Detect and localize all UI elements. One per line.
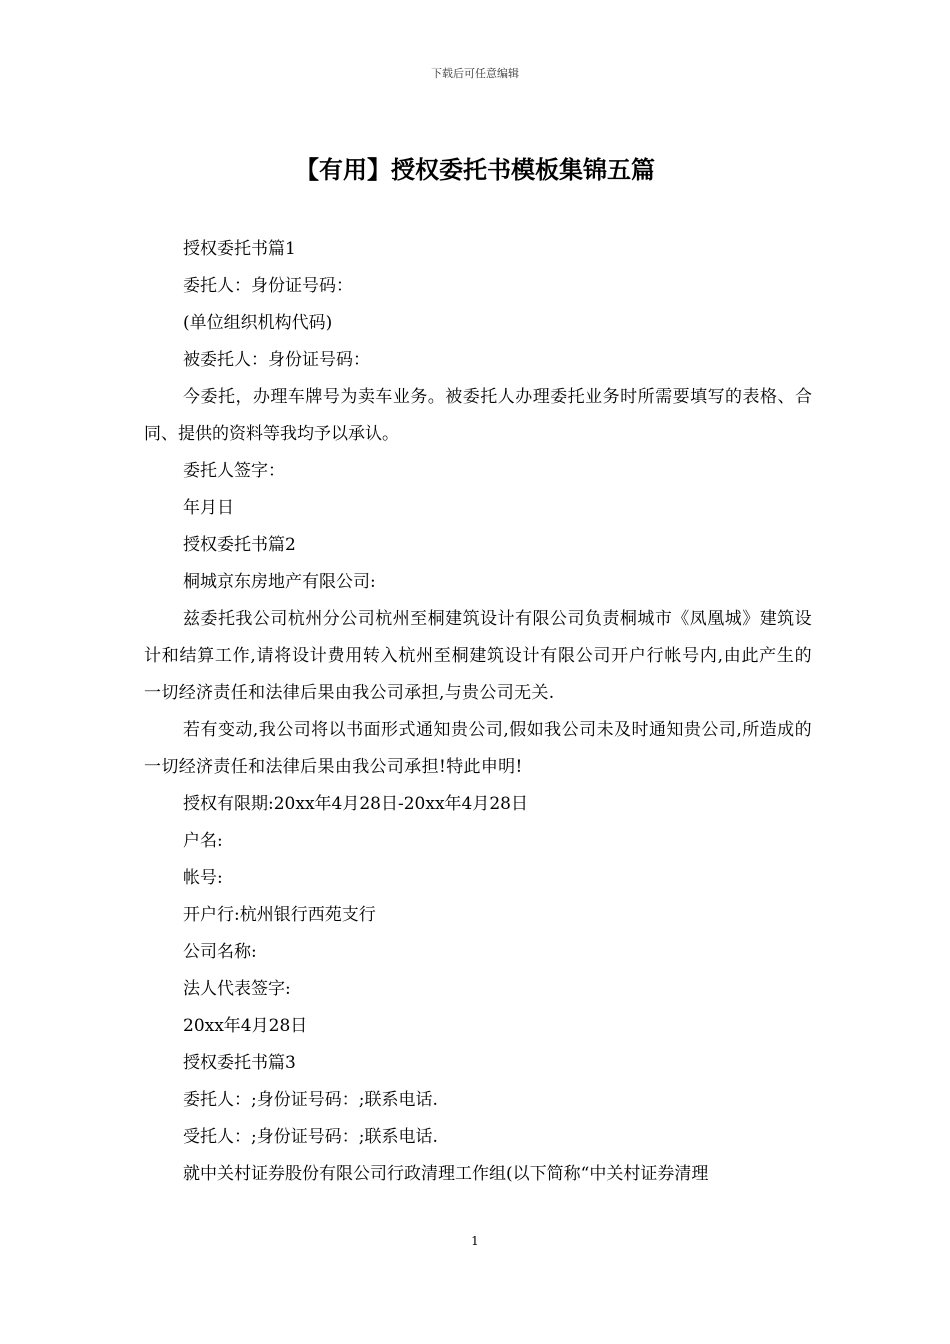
document-body <box>144 231 812 1193</box>
document-title: 【有用】授权委托书模板集锦五篇 <box>295 155 655 184</box>
principal-contact-line: 委托人：;身份证号码：;联系电话. <box>183 1090 438 1110</box>
validity-period-line: 授权有限期:20xx年4月28日-20xx年4月28日 <box>183 794 528 814</box>
section-heading-3: 授权委托书篇3 <box>183 1053 296 1073</box>
page-number: 1 <box>471 1234 479 1248</box>
trustee-contact-line: 受托人：;身份证号码：;联系电话. <box>183 1127 438 1147</box>
principal-line: 委托人：身份证号码： <box>183 276 353 296</box>
date-line-1: 年月日 <box>183 498 234 518</box>
legal-rep-signature-line: 法人代表签字: <box>183 979 291 999</box>
org-code-line: (单位组织机构代码) <box>183 313 333 333</box>
addressee-line: 桐城京东房地产有限公司: <box>183 572 376 592</box>
section-heading-1: 授权委托书篇1 <box>183 239 296 259</box>
bank-line: 开户行:杭州银行西苑支行 <box>183 905 376 925</box>
date-line-2: 20xx年4月28日 <box>183 1016 308 1036</box>
page-header-note: 下载后可任意编辑 <box>431 67 519 80</box>
authorization-paragraph-2: 兹委托我公司杭州分公司杭州至桐建筑设计有限公司负责桐城市《凤凰城》建筑设计和结算工作,请将设计费用转入杭州至桐建筑设计有限公司开户行帐号内,由此产生的一切经济责任和法律后果由我公司承担,与贵公司无关. <box>144 609 812 703</box>
principal-signature-line: 委托人签字： <box>183 461 285 481</box>
company-name-line: 公司名称: <box>183 942 257 962</box>
account-name-line: 户名: <box>183 831 223 851</box>
authorization-paragraph-1: 今委托，办理车牌号为卖车业务。被委托人办理委托业务时所需要填写的表格、合同、提供的资料等我均予以承认。 <box>144 387 812 444</box>
section-heading-2: 授权委托书篇2 <box>183 535 296 555</box>
account-number-line: 帐号: <box>183 868 223 888</box>
change-notice-paragraph: 若有变动,我公司将以书面形式通知贵公司,假如我公司未及时通知贵公司,所造成的一切经济责任和法律后果由我公司承担!特此申明! <box>144 720 812 777</box>
agent-line: 被委托人：身份证号码： <box>183 350 370 370</box>
authorization-paragraph-3: 就中关村证券股份有限公司行政清理工作组(以下简称“中关村证券清理 <box>183 1164 709 1184</box>
